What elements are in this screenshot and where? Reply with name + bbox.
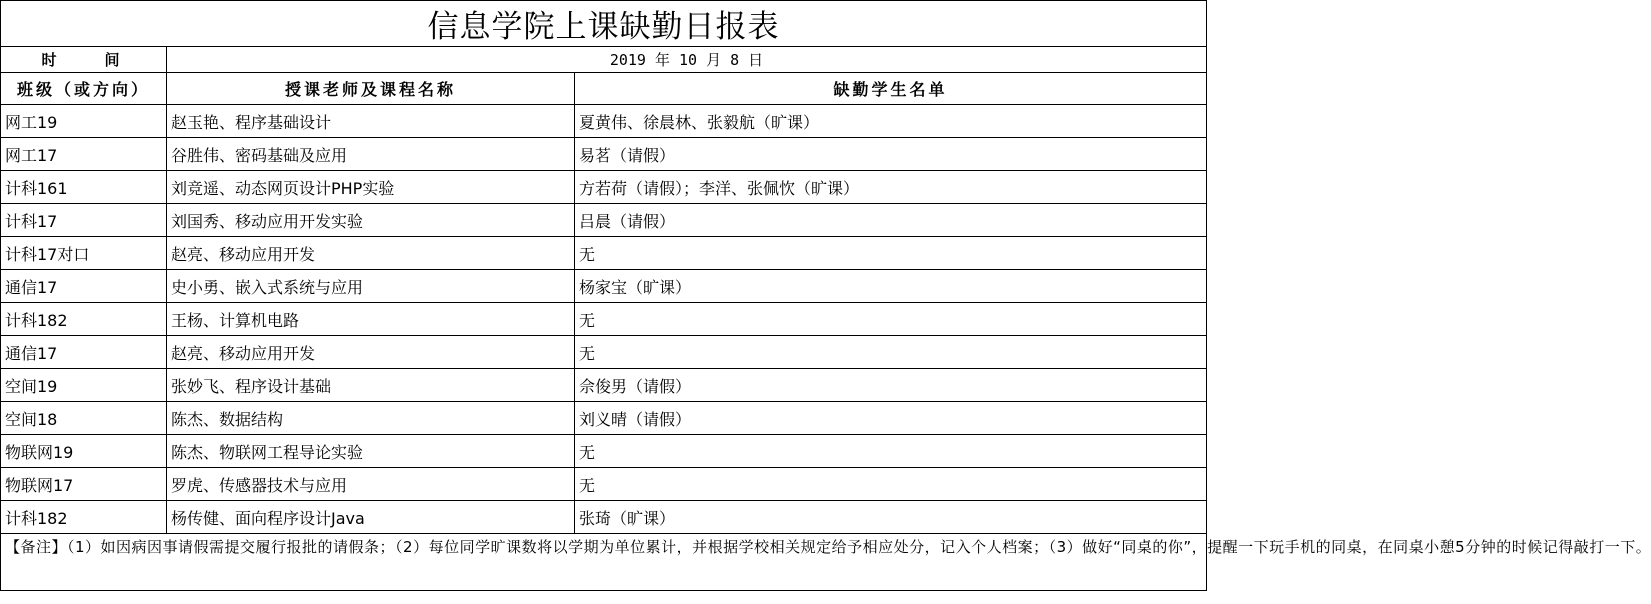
cell-teacher-course: 赵亮、移动应用开发 bbox=[167, 237, 575, 270]
cell-absent: 无 bbox=[575, 237, 1207, 270]
header-row bbox=[1, 73, 1207, 105]
cell-class: 网工17 bbox=[1, 138, 167, 171]
report-title: 信息学院上课缺勤日报表 bbox=[1, 1, 1207, 47]
cell-class: 计科182 bbox=[1, 501, 167, 534]
cell-teacher-course: 杨传健、面向程序设计Java bbox=[167, 501, 575, 534]
header-absent: 缺勤学生名单 bbox=[575, 73, 1207, 105]
cell-teacher-course: 罗虎、传感器技术与应用 bbox=[167, 468, 575, 501]
table-row bbox=[1, 303, 1207, 336]
cell-class: 通信17 bbox=[1, 270, 167, 303]
cell-absent: 张琦（旷课） bbox=[575, 501, 1207, 534]
cell-teacher-course: 陈杰、物联网工程导论实验 bbox=[167, 435, 575, 468]
table-row bbox=[1, 501, 1207, 534]
header-teacher-course: 授课老师及课程名称 bbox=[167, 73, 575, 105]
title-row bbox=[1, 1, 1207, 47]
cell-absent: 佘俊男（请假） bbox=[575, 369, 1207, 402]
cell-absent: 无 bbox=[575, 435, 1207, 468]
table-row bbox=[1, 336, 1207, 369]
cell-class: 计科17 bbox=[1, 204, 167, 237]
cell-teacher-course: 王杨、计算机电路 bbox=[167, 303, 575, 336]
table-row bbox=[1, 204, 1207, 237]
cell-absent: 无 bbox=[575, 336, 1207, 369]
cell-class: 通信17 bbox=[1, 336, 167, 369]
table-row bbox=[1, 270, 1207, 303]
table-row bbox=[1, 402, 1207, 435]
table-row bbox=[1, 105, 1207, 138]
cell-absent: 无 bbox=[575, 303, 1207, 336]
cell-teacher-course: 刘国秀、移动应用开发实验 bbox=[167, 204, 575, 237]
cell-class: 空间19 bbox=[1, 369, 167, 402]
table-row bbox=[1, 435, 1207, 468]
table-row bbox=[1, 369, 1207, 402]
cell-class: 计科17对口 bbox=[1, 237, 167, 270]
table-row bbox=[1, 468, 1207, 501]
cell-absent: 无 bbox=[575, 468, 1207, 501]
cell-class: 物联网17 bbox=[1, 468, 167, 501]
cell-class: 物联网19 bbox=[1, 435, 167, 468]
date-value: 2019 年 10 月 8 日 bbox=[167, 47, 1207, 73]
cell-absent: 夏黄伟、徐晨林、张毅航（旷课） bbox=[575, 105, 1207, 138]
table-row bbox=[1, 171, 1207, 204]
cell-teacher-course: 张妙飞、程序设计基础 bbox=[167, 369, 575, 402]
cell-teacher-course: 陈杰、数据结构 bbox=[167, 402, 575, 435]
cell-class: 计科182 bbox=[1, 303, 167, 336]
table-row bbox=[1, 138, 1207, 171]
date-label: 时 间 bbox=[1, 47, 167, 73]
cell-class: 网工19 bbox=[1, 105, 167, 138]
cell-absent: 吕晨（请假） bbox=[575, 204, 1207, 237]
cell-absent: 易茗（请假） bbox=[575, 138, 1207, 171]
cell-teacher-course: 赵亮、移动应用开发 bbox=[167, 336, 575, 369]
cell-teacher-course: 赵玉艳、程序基础设计 bbox=[167, 105, 575, 138]
date-row bbox=[1, 47, 1207, 73]
note-row bbox=[1, 534, 1207, 591]
cell-absent: 刘义晴（请假） bbox=[575, 402, 1207, 435]
cell-class: 计科161 bbox=[1, 171, 167, 204]
header-class: 班级（或方向） bbox=[1, 73, 167, 105]
remarks-note: 【备注】（1）如因病因事请假需提交履行报批的请假条；（2）每位同学旷课数将以学期为单位累计，并根据学校相关规定给予相应处分，记入个人档案；（3）做好“同桌的你”，提醒一下玩手机的同桌，在同桌小憩5分钟的时候记得敲打一下。 bbox=[1, 534, 1207, 591]
cell-absent: 方若荷（请假）；李洋、张佩忺（旷课） bbox=[575, 171, 1207, 204]
cell-teacher-course: 刘竞遥、动态网页设计PHP实验 bbox=[167, 171, 575, 204]
cell-teacher-course: 史小勇、嵌入式系统与应用 bbox=[167, 270, 575, 303]
cell-absent: 杨家宝（旷课） bbox=[575, 270, 1207, 303]
cell-teacher-course: 谷胜伟、密码基础及应用 bbox=[167, 138, 575, 171]
table-row bbox=[1, 237, 1207, 270]
cell-class: 空间18 bbox=[1, 402, 167, 435]
